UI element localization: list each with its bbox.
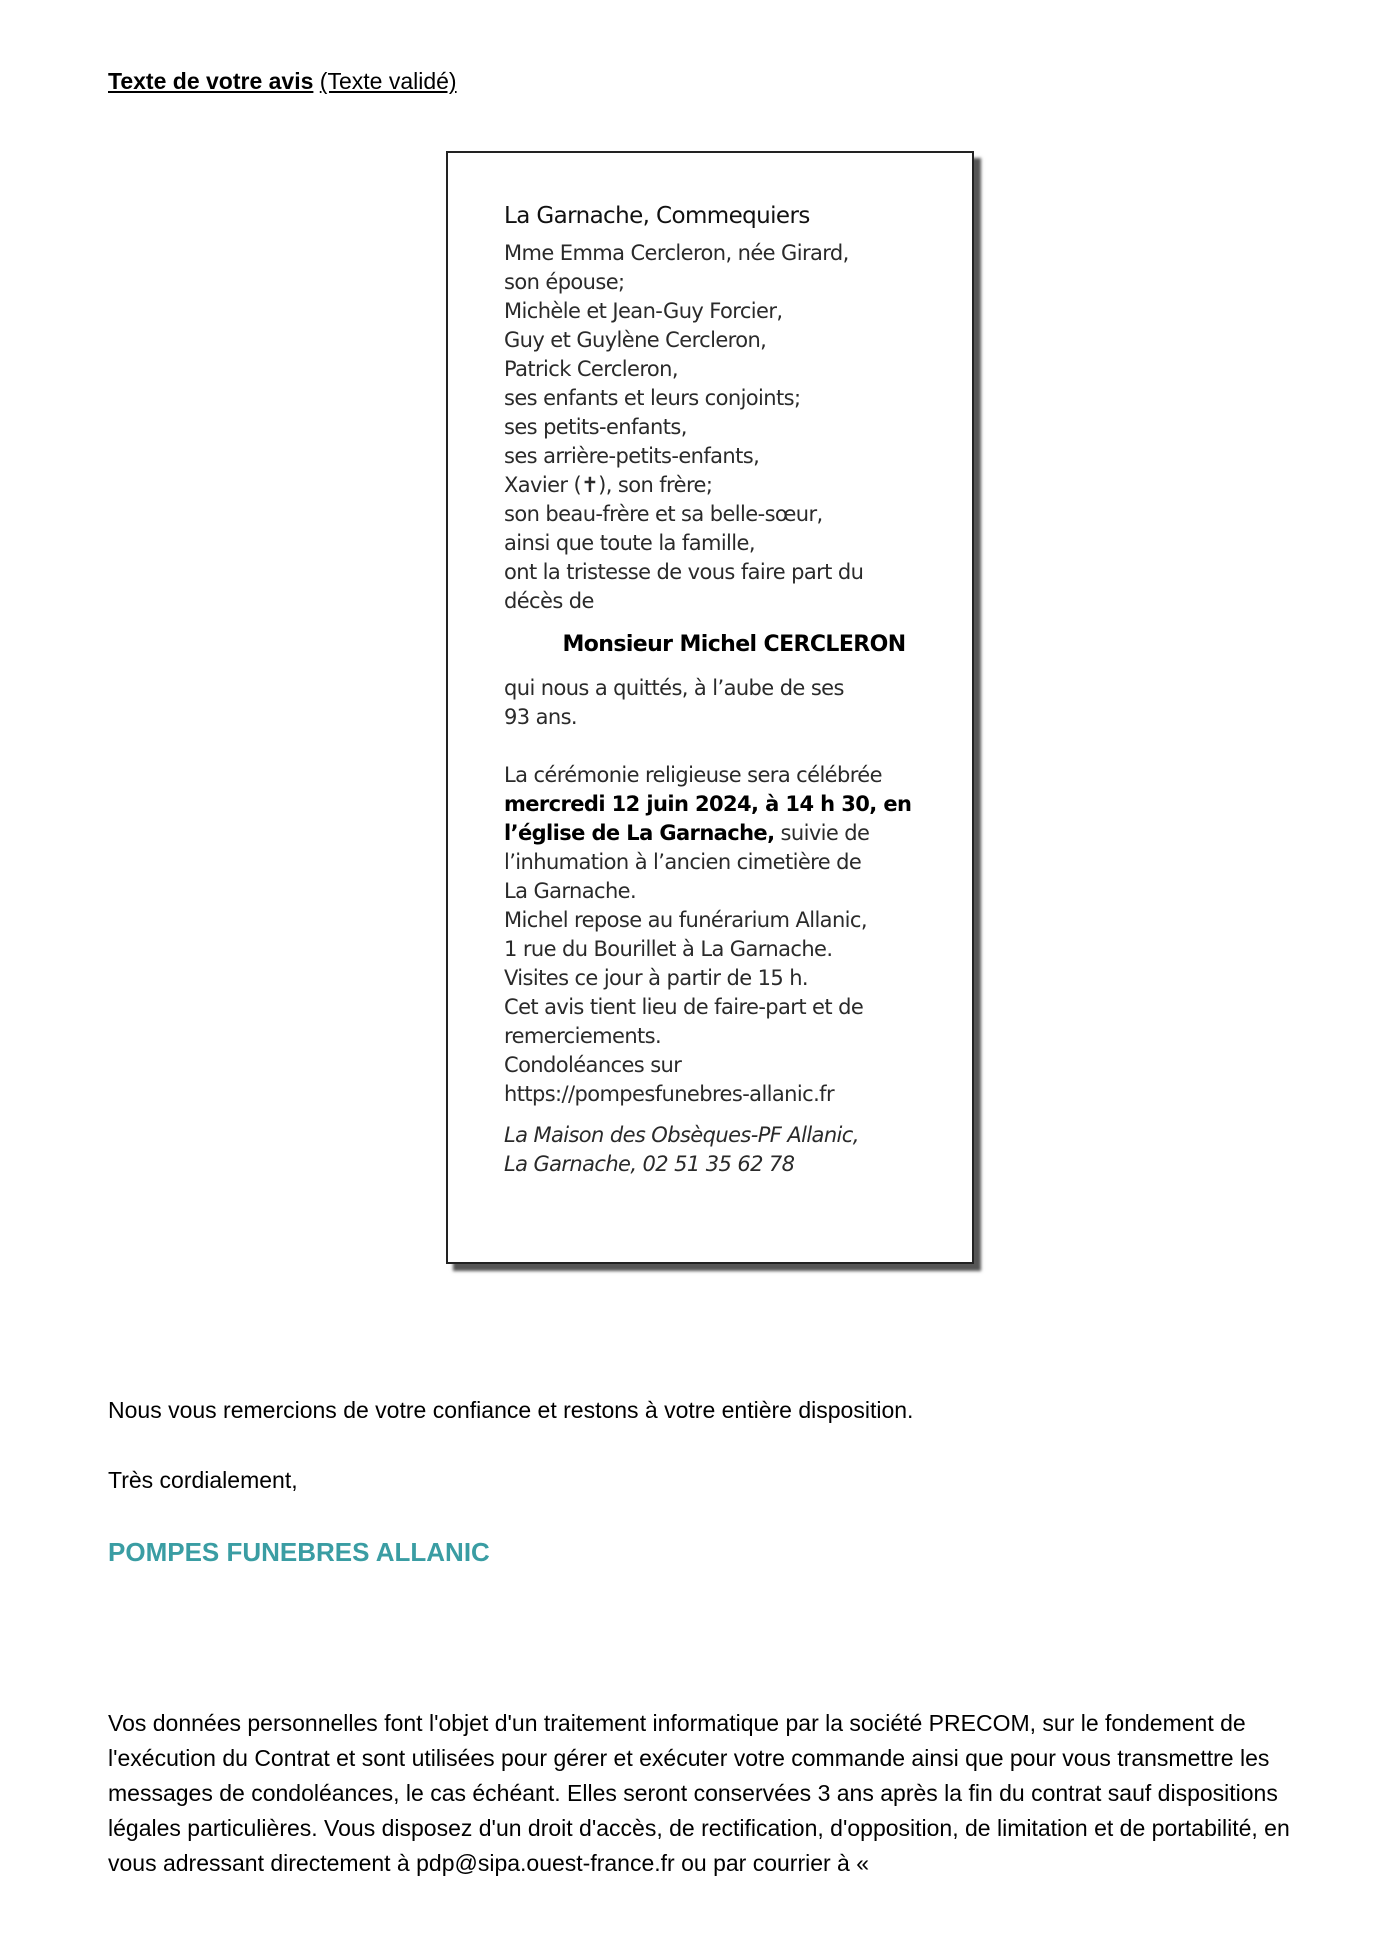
heading-subtitle: (Texte validé): [319, 68, 457, 94]
ceremony-date-bold: mercredi 12 juin 2024, à 14 h 30, en: [504, 792, 912, 816]
age-line: 93 ans.: [504, 705, 577, 729]
notice-locality: La Garnache, Commequiers: [504, 203, 810, 229]
deceased-name: Monsieur Michel CERCLERON: [562, 632, 906, 657]
ceremony-date: [504, 790, 964, 819]
family-line: Guy et Guylène Cercleron,: [504, 328, 767, 352]
ceremony-line: Visites ce jour à partir de 15 h.: [504, 966, 808, 990]
family-line: Patrick Cercleron,: [504, 357, 678, 381]
thanks-text: Nous vous remercions de votre confiance et restons à votre entière disposition.: [108, 1397, 914, 1423]
ceremony-line: remerciements.: [504, 1024, 662, 1048]
family-line: son beau-frère et sa belle-sœur,: [504, 502, 823, 526]
family-line: ses petits-enfants,: [504, 415, 687, 439]
family-line: son épouse;: [504, 270, 625, 294]
ceremony-line: Michel repose au funérarium Allanic,: [504, 908, 867, 932]
page-heading: [108, 66, 457, 96]
regards-text: Très cordialement,: [108, 1467, 298, 1493]
family-list: [504, 239, 964, 616]
ceremony-line: 1 rue du Bourillet à La Garnache.: [504, 937, 833, 961]
family-line: ainsi que toute la famille,: [504, 531, 755, 555]
company-name: POMPES FUNEBRES ALLANIC: [108, 1537, 490, 1567]
family-line: ses arrière-petits-enfants,: [504, 444, 760, 468]
condolences-url: https://pompesfunebres-allanic.fr: [504, 1082, 834, 1106]
ceremony-place: [504, 819, 964, 848]
family-line: Xavier (✝), son frère;: [504, 473, 713, 497]
family-line: décès de: [504, 589, 594, 613]
ceremony-place-after: suivie de: [774, 821, 870, 845]
obituary-notice: [446, 151, 974, 1264]
heading-title: Texte de votre avis: [108, 68, 314, 94]
signature-line: La Garnache, 02 51 35 62 78: [504, 1152, 795, 1176]
family-line: ont la tristesse de vous faire part du: [504, 560, 864, 584]
family-line: Mme Emma Cercleron, née Girard,: [504, 241, 849, 265]
ceremony-line: Condoléances sur: [504, 1053, 682, 1077]
signature-line: La Maison des Obsèques-PF Allanic,: [504, 1123, 859, 1147]
privacy-notice: Vos données personnelles font l'objet d'un traitement informatique par la société PRECOM, sur le fondement de l'exécution du Contrat et sont utilisées pour gérer et exécuter votre commande ainsi que pour vous transmettre les messages de condoléances, le cas échéant. Elles seront conservées 3 ans après la fin du contrat sauf dispositions légales particulières. Vous disposez d'un droit d'accès, de rectification, d'opposition, de limitation et de portabilité, en vous adressant directement à pdp@sipa.ouest-france.fr ou par courrier à «: [108, 1710, 1290, 1876]
ceremony-line: La Garnache.: [504, 879, 637, 903]
family-line: ses enfants et leurs conjoints;: [504, 386, 801, 410]
ceremony-line: Cet avis tient lieu de faire-part et de: [504, 995, 864, 1019]
notice-content: [504, 201, 964, 1179]
ceremony-intro: La cérémonie religieuse sera célébrée: [504, 763, 882, 787]
ceremony-place-bold: l’église de La Garnache,: [504, 821, 775, 845]
ceremony-line: l’inhumation à l’ancien cimetière de: [504, 850, 862, 874]
family-line: Michèle et Jean-Guy Forcier,: [504, 299, 783, 323]
age-line: qui nous a quittés, à l’aube de ses: [504, 676, 844, 700]
